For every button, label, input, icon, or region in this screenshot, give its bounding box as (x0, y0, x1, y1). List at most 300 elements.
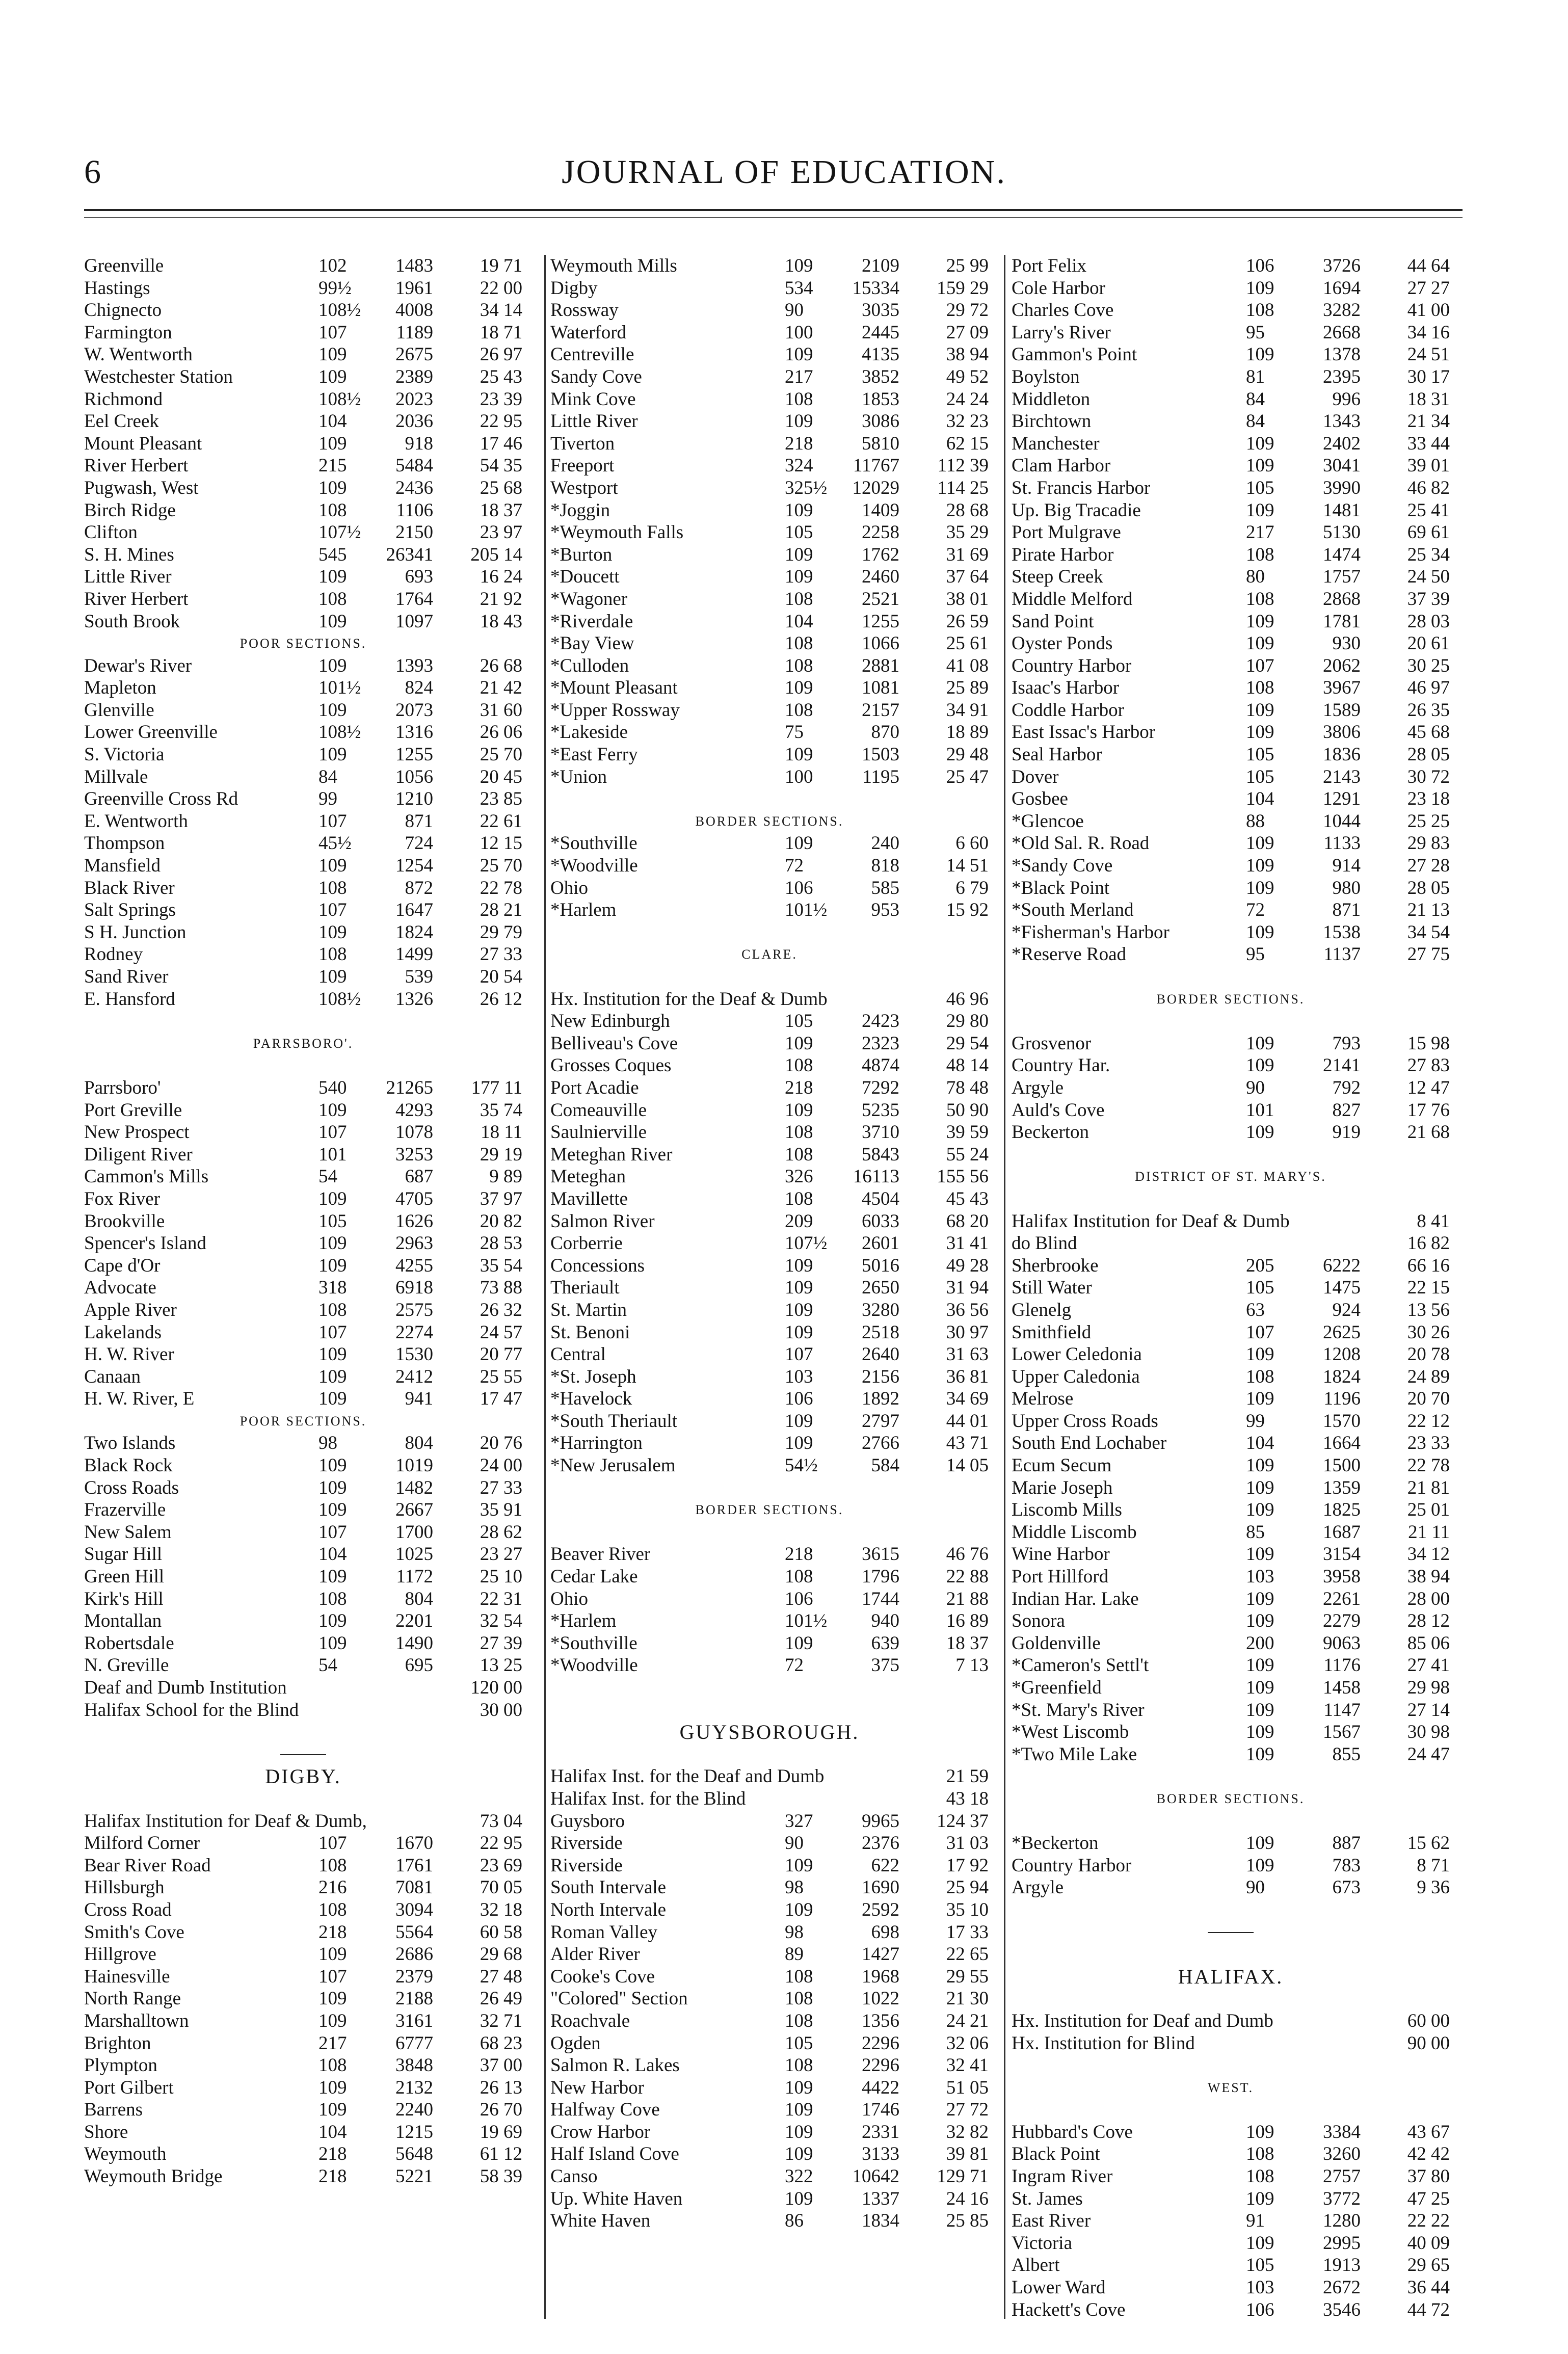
section-name: Beaver River (550, 1544, 651, 1565)
table-row (84, 1299, 522, 1321)
grant-amount: 34 54 (1407, 921, 1450, 943)
section-name: Half Island Cove (550, 2144, 679, 2165)
spacer (1012, 1988, 1450, 2010)
days-taught: 107 (318, 1521, 347, 1543)
attendance-total: 1961 (395, 277, 433, 299)
attendance-total: 1626 (395, 1210, 433, 1232)
spacer (1012, 1899, 1450, 1921)
days-taught: 218 (785, 433, 813, 454)
grant-amount: 25 34 (1407, 544, 1450, 565)
days-taught: 109 (785, 1433, 813, 1454)
days-taught: 109 (318, 1366, 347, 1387)
section-name: Dover (1012, 766, 1059, 787)
days-taught: 108 (785, 655, 813, 676)
days-taught: 72 (785, 1655, 804, 1676)
attendance-total: 1483 (395, 255, 433, 276)
attendance-total: 1690 (862, 1877, 899, 1898)
attendance-total: 375 (871, 1655, 899, 1676)
days-taught: 109 (318, 566, 347, 588)
table-row (1012, 655, 1450, 677)
grant-amount: 85 06 (1407, 1632, 1450, 1654)
section-heading: BORDER SECTIONS. (1156, 1791, 1305, 1806)
table-row (1012, 588, 1450, 611)
attendance-total: 5484 (395, 455, 433, 477)
attendance-total: 1025 (395, 1544, 433, 1565)
table-row (550, 588, 989, 611)
section-name: Mapleton (84, 677, 156, 699)
table-row (1012, 477, 1450, 499)
days-taught: 99½ (318, 277, 352, 299)
attendance-total: 12029 (852, 477, 899, 498)
grant-amount: 29 83 (1407, 833, 1450, 854)
days-taught: 109 (1246, 855, 1274, 877)
grant-amount: 25 47 (946, 766, 989, 787)
table-row (1012, 1454, 1450, 1477)
section-name: H. W. River, E (84, 1388, 195, 1410)
section-name: Concessions (550, 1255, 645, 1276)
grant-amount: 20 54 (480, 966, 522, 987)
section-name: Westport (550, 477, 618, 498)
table-row (1012, 1343, 1450, 1366)
attendance-total: 1337 (862, 2188, 899, 2209)
table-row (550, 1033, 989, 1055)
section-name: Pirate Harbor (1012, 544, 1114, 565)
table-row (550, 766, 989, 788)
grant-amount: 25 55 (480, 1366, 522, 1387)
section-name: New Salem (84, 1521, 172, 1543)
days-taught: 107½ (785, 1233, 828, 1254)
days-taught: 106 (1246, 255, 1274, 276)
days-taught: 109 (1246, 455, 1274, 477)
section-name: Melrose (1012, 1388, 1074, 1410)
table-row (550, 366, 989, 388)
table-row (1012, 1477, 1450, 1499)
days-taught: 109 (318, 1233, 347, 1254)
grant-amount: 8 41 (1417, 1210, 1450, 1232)
attendance-total: 26341 (386, 544, 433, 565)
days-taught: 108 (785, 1144, 813, 1165)
table-row (550, 2188, 989, 2210)
attendance-total: 1589 (1323, 699, 1361, 721)
section-name: Corberrie (550, 1233, 623, 1254)
days-taught: 200 (1246, 1632, 1274, 1654)
attendance-total: 5843 (862, 1144, 899, 1165)
days-taught: 109 (1246, 1677, 1274, 1698)
days-taught: 109 (1246, 921, 1274, 943)
days-taught: 107 (1246, 1321, 1274, 1343)
section-name: Weymouth Mills (550, 255, 677, 276)
days-taught: 109 (318, 1188, 347, 1209)
days-taught: 91 (1246, 2210, 1265, 2232)
grant-amount: 18 71 (480, 322, 522, 343)
grant-amount: 17 47 (480, 1388, 522, 1410)
table-row (84, 1876, 522, 1899)
grant-amount: 32 54 (480, 1610, 522, 1632)
spacer (550, 788, 989, 810)
section-heading: BORDER SECTIONS. (695, 813, 844, 829)
days-taught: 54 (318, 1655, 337, 1676)
section-name: Black Rock (84, 1455, 173, 1476)
section-name: Kirk's Hill (84, 1588, 164, 1609)
grant-amount: 22 65 (946, 1944, 989, 1965)
institution-name: Halifax School for the Blind (84, 1699, 299, 1721)
attendance-total: 1500 (1323, 1455, 1361, 1476)
attendance-total: 585 (871, 877, 899, 898)
grant-amount: 20 76 (480, 1433, 522, 1454)
attendance-total: 1481 (1323, 499, 1361, 521)
table-row (550, 2099, 989, 2121)
attendance-total: 3035 (862, 300, 899, 321)
grant-amount: 45 68 (1407, 722, 1450, 743)
days-taught: 103 (785, 1366, 813, 1387)
days-taught: 109 (1246, 1477, 1274, 1498)
days-taught: 72 (785, 855, 804, 877)
table-row (550, 1010, 989, 1033)
grant-amount: 42 42 (1407, 2144, 1450, 2165)
section-name: Albert (1012, 2255, 1060, 2276)
section-name: Meteghan (550, 1166, 626, 1187)
days-taught: 109 (318, 1388, 347, 1410)
grant-amount: 27 41 (1407, 1655, 1450, 1676)
attendance-total: 924 (1332, 1299, 1361, 1320)
section-name: Guysboro (550, 1810, 625, 1832)
attendance-total: 1475 (1323, 1277, 1361, 1299)
days-taught: 109 (318, 1944, 347, 1965)
days-taught: 107 (785, 1344, 813, 1365)
section-name: *Doucett (550, 566, 620, 588)
section-name: *Harlem (550, 900, 617, 921)
attendance-total: 1968 (862, 1966, 899, 1987)
table-row (1012, 544, 1450, 566)
attendance-total: 1892 (862, 1388, 899, 1410)
section-name: *Sandy Cove (1012, 855, 1113, 877)
table-row (550, 1054, 989, 1077)
attendance-total: 4008 (395, 300, 433, 321)
table-row (84, 2099, 522, 2121)
section-name: E. Wentworth (84, 810, 188, 832)
days-taught: 218 (318, 2144, 347, 2165)
table-row (1012, 1499, 1450, 1521)
grant-amount: 41 00 (1407, 300, 1450, 321)
grant-amount: 29 68 (480, 1944, 522, 1965)
section-name: Middle Melford (1012, 588, 1133, 610)
grant-amount: 20 45 (480, 766, 522, 787)
section-name: St. James (1012, 2188, 1083, 2209)
section-name: Little River (550, 411, 638, 432)
section-name: Robertsdale (84, 1632, 174, 1654)
table-row (1012, 1654, 1450, 1677)
table-row (84, 544, 522, 566)
section-name: Cooke's Cove (550, 1966, 655, 1987)
section-name: Clifton (84, 522, 138, 543)
attendance-total: 16113 (853, 1166, 899, 1187)
spacer (1012, 1010, 1450, 1033)
grant-amount: 26 49 (480, 1988, 522, 2009)
spacer (550, 921, 989, 944)
grant-amount: 9 89 (489, 1166, 522, 1187)
days-taught: 217 (318, 2032, 347, 2054)
grant-amount: 35 91 (480, 1499, 522, 1521)
attendance-total: 2757 (1323, 2166, 1361, 2187)
days-taught: 100 (785, 766, 813, 787)
table-row (84, 1210, 522, 1233)
days-taught: 327 (785, 1810, 813, 1832)
section-name: Sandy Cove (550, 366, 642, 387)
grant-amount: 48 14 (946, 1055, 989, 1076)
grant-amount: 23 69 (480, 1855, 522, 1876)
attendance-total: 2650 (862, 1277, 899, 1299)
attendance-total: 2240 (395, 2099, 433, 2121)
attendance-total: 2445 (862, 322, 899, 343)
grant-amount: 45 43 (946, 1188, 989, 1209)
table-row (84, 499, 522, 522)
grant-amount: 18 31 (1407, 388, 1450, 410)
days-taught: 109 (318, 1610, 347, 1632)
attendance-total: 1356 (862, 2010, 899, 2031)
table-row (550, 255, 989, 277)
attendance-total: 1208 (1323, 1344, 1361, 1365)
table-row (550, 410, 989, 433)
grant-amount: 21 13 (1407, 900, 1450, 921)
section-name: Barrens (84, 2099, 143, 2121)
attendance-total: 1106 (396, 499, 433, 521)
section-name: Smithfield (1012, 1321, 1092, 1343)
section-name: St. Martin (550, 1299, 627, 1320)
grant-amount: 37 80 (1407, 2166, 1450, 2187)
attendance-total: 3253 (395, 1144, 433, 1165)
grant-amount: 46 76 (946, 1544, 989, 1565)
section-name: Middleton (1012, 388, 1091, 410)
table-row (550, 1988, 989, 2010)
table-row (84, 1832, 522, 1855)
days-taught: 106 (785, 1588, 813, 1609)
days-taught: 218 (318, 1921, 347, 1943)
table-row (1012, 611, 1450, 633)
attendance-total: 2109 (862, 255, 899, 276)
days-taught: 108 (1246, 2144, 1274, 2165)
section-name: Lower Ward (1012, 2277, 1106, 2298)
table-row (1012, 921, 1450, 944)
attendance-total: 1762 (862, 544, 899, 565)
days-taught: 109 (785, 1855, 813, 1876)
grant-amount: 21 11 (1408, 1521, 1450, 1543)
grant-amount: 35 29 (946, 522, 989, 543)
table-row (84, 2121, 522, 2144)
grant-amount: 17 76 (1407, 1099, 1450, 1121)
table-row (1012, 2232, 1450, 2255)
days-taught: 108 (785, 2010, 813, 2031)
days-taught: 216 (318, 1877, 347, 1898)
attendance-total: 2963 (395, 1233, 433, 1254)
days-taught: 109 (785, 1299, 813, 1320)
section-name: Ohio (550, 877, 588, 898)
attendance-total: 2625 (1323, 1321, 1361, 1343)
table-row (84, 1521, 522, 1544)
grant-amount: 38 94 (1407, 1566, 1450, 1588)
section-heading: DISTRICT OF ST. MARY'S. (1135, 1169, 1326, 1184)
days-taught: 107 (318, 322, 347, 343)
grant-amount: 68 23 (480, 2032, 522, 2054)
attendance-total: 7081 (395, 1877, 433, 1898)
grant-amount: 24 47 (1407, 1743, 1450, 1765)
grant-amount: 44 72 (1407, 2299, 1450, 2320)
grant-amount: 22 15 (1407, 1277, 1450, 1299)
table-row (1012, 1566, 1450, 1588)
table-row (1012, 2143, 1450, 2165)
table-row (84, 1321, 522, 1344)
grant-amount: 46 96 (946, 988, 989, 1010)
attendance-total: 1825 (1323, 1499, 1361, 1521)
attendance-total: 2436 (395, 477, 433, 498)
attendance-total: 3282 (1323, 300, 1361, 321)
days-taught: 108 (1246, 1366, 1274, 1387)
institution-row (1012, 2032, 1450, 2055)
grant-amount: 23 27 (480, 1544, 522, 1565)
section-name: Middle Liscomb (1012, 1521, 1137, 1543)
table-row (1012, 677, 1450, 699)
section-name: Hubbard's Cove (1012, 2121, 1133, 2143)
table-row (1012, 744, 1450, 766)
grant-amount: 13 25 (480, 1655, 522, 1676)
days-taught: 109 (785, 1899, 813, 1920)
section-name: *Burton (550, 544, 613, 565)
attendance-total: 2881 (862, 655, 899, 676)
days-taught: 99 (1246, 1410, 1265, 1432)
section-name: *Two Mile Lake (1012, 1743, 1137, 1765)
attendance-total: 6918 (395, 1277, 433, 1299)
table-row (84, 2010, 522, 2032)
attendance-total: 5810 (862, 433, 899, 454)
section-name: Upper Caledonia (1012, 1366, 1140, 1387)
spacer (84, 1788, 522, 1810)
grant-amount: 49 52 (946, 366, 989, 387)
grant-amount: 25 01 (1407, 1499, 1450, 1521)
grant-amount: 24 89 (1407, 1366, 1450, 1387)
days-taught: 534 (785, 277, 813, 299)
days-taught: 108 (1246, 2166, 1274, 2187)
attendance-total: 698 (871, 1921, 899, 1943)
days-taught: 86 (785, 2210, 804, 2232)
days-taught: 109 (318, 477, 347, 498)
spacer (1012, 1943, 1450, 1966)
section-heading: BORDER SECTIONS. (1156, 991, 1305, 1007)
section-name: Glenelg (1012, 1299, 1072, 1320)
section-name: Richmond (84, 388, 163, 410)
spacer (1012, 1765, 1450, 1788)
days-taught: 217 (785, 366, 813, 387)
days-taught: 109 (1246, 433, 1274, 454)
spacer (84, 1721, 522, 1743)
table-row (1012, 366, 1450, 388)
section-name: *Havelock (550, 1388, 632, 1410)
grant-amount: 15 62 (1407, 1833, 1450, 1854)
table-row (84, 433, 522, 455)
attendance-total: 1458 (1323, 1677, 1361, 1698)
attendance-total: 793 (1332, 1033, 1361, 1054)
attendance-total: 1195 (862, 766, 899, 787)
grant-amount: 25 70 (480, 744, 522, 765)
attendance-total: 3161 (395, 2010, 433, 2031)
grant-amount: 35 54 (480, 1255, 522, 1276)
days-taught: 109 (785, 255, 813, 276)
grant-amount: 17 46 (480, 433, 522, 454)
grant-amount: 28 12 (1407, 1610, 1450, 1632)
grant-amount: 30 98 (1407, 1722, 1450, 1743)
grant-amount: 40 09 (1407, 2232, 1450, 2254)
attendance-total: 15334 (852, 277, 899, 299)
table-row (1012, 521, 1450, 544)
table-row (550, 1966, 989, 1988)
grant-amount: 55 24 (946, 1144, 989, 1165)
days-taught: 109 (785, 1277, 813, 1299)
institution-row (550, 988, 989, 1011)
days-taught: 104 (318, 2121, 347, 2143)
grant-amount: 25 61 (946, 633, 989, 654)
days-taught: 109 (1246, 1455, 1274, 1476)
section-name: Indian Har. Lake (1012, 1588, 1139, 1609)
grant-amount: 90 00 (1407, 2032, 1450, 2054)
days-taught: 105 (1246, 744, 1274, 765)
days-taught: 109 (318, 1499, 347, 1521)
attendance-total: 3615 (862, 1544, 899, 1565)
days-taught: 108 (1246, 588, 1274, 610)
grant-amount: 20 78 (1407, 1344, 1450, 1365)
table-row (550, 1077, 989, 1099)
county-heading: DIGBY. (265, 1765, 341, 1788)
attendance-total: 2132 (395, 2077, 433, 2098)
days-taught: 109 (785, 1033, 813, 1054)
days-taught: 109 (1246, 277, 1274, 299)
grant-amount: 29 55 (946, 1966, 989, 1987)
section-name: Beckerton (1012, 1122, 1089, 1143)
table-row (550, 721, 989, 744)
section-name: "Colored" Section (550, 1988, 688, 2009)
attendance-total: 5130 (1323, 522, 1361, 543)
days-taught: 109 (785, 1099, 813, 1121)
grant-amount: 26 59 (946, 611, 989, 632)
attendance-total: 539 (405, 966, 433, 987)
section-name: Goldenville (1012, 1632, 1101, 1654)
attendance-total: 2518 (862, 1321, 899, 1343)
table-row (84, 1921, 522, 1944)
attendance-total: 1781 (1323, 611, 1361, 632)
days-taught: 109 (785, 2144, 813, 2165)
attendance-total: 1316 (395, 722, 433, 743)
grant-amount: 29 48 (946, 744, 989, 765)
days-taught: 540 (318, 1077, 347, 1098)
grant-amount: 19 69 (480, 2121, 522, 2143)
table-row (1012, 1077, 1450, 1099)
days-taught: 72 (1246, 900, 1265, 921)
days-taught: 105 (1246, 477, 1274, 498)
section-name: Port Hillford (1012, 1566, 1109, 1588)
spacer (1012, 2054, 1450, 2077)
attendance-total: 687 (405, 1166, 433, 1187)
table-row (550, 1144, 989, 1166)
days-taught: 108 (785, 633, 813, 654)
spacer (550, 1677, 989, 1699)
table-row (84, 2032, 522, 2055)
table-row (84, 277, 522, 300)
grant-amount: 33 44 (1407, 433, 1450, 454)
section-name: *Glencoe (1012, 810, 1084, 832)
grant-amount: 34 16 (1407, 322, 1450, 343)
grant-amount: 23 39 (480, 388, 522, 410)
attendance-total: 4874 (862, 1055, 899, 1076)
section-name: Oyster Ponds (1012, 633, 1113, 654)
attendance-total: 1056 (395, 766, 433, 787)
section-name: *Harrington (550, 1433, 643, 1454)
